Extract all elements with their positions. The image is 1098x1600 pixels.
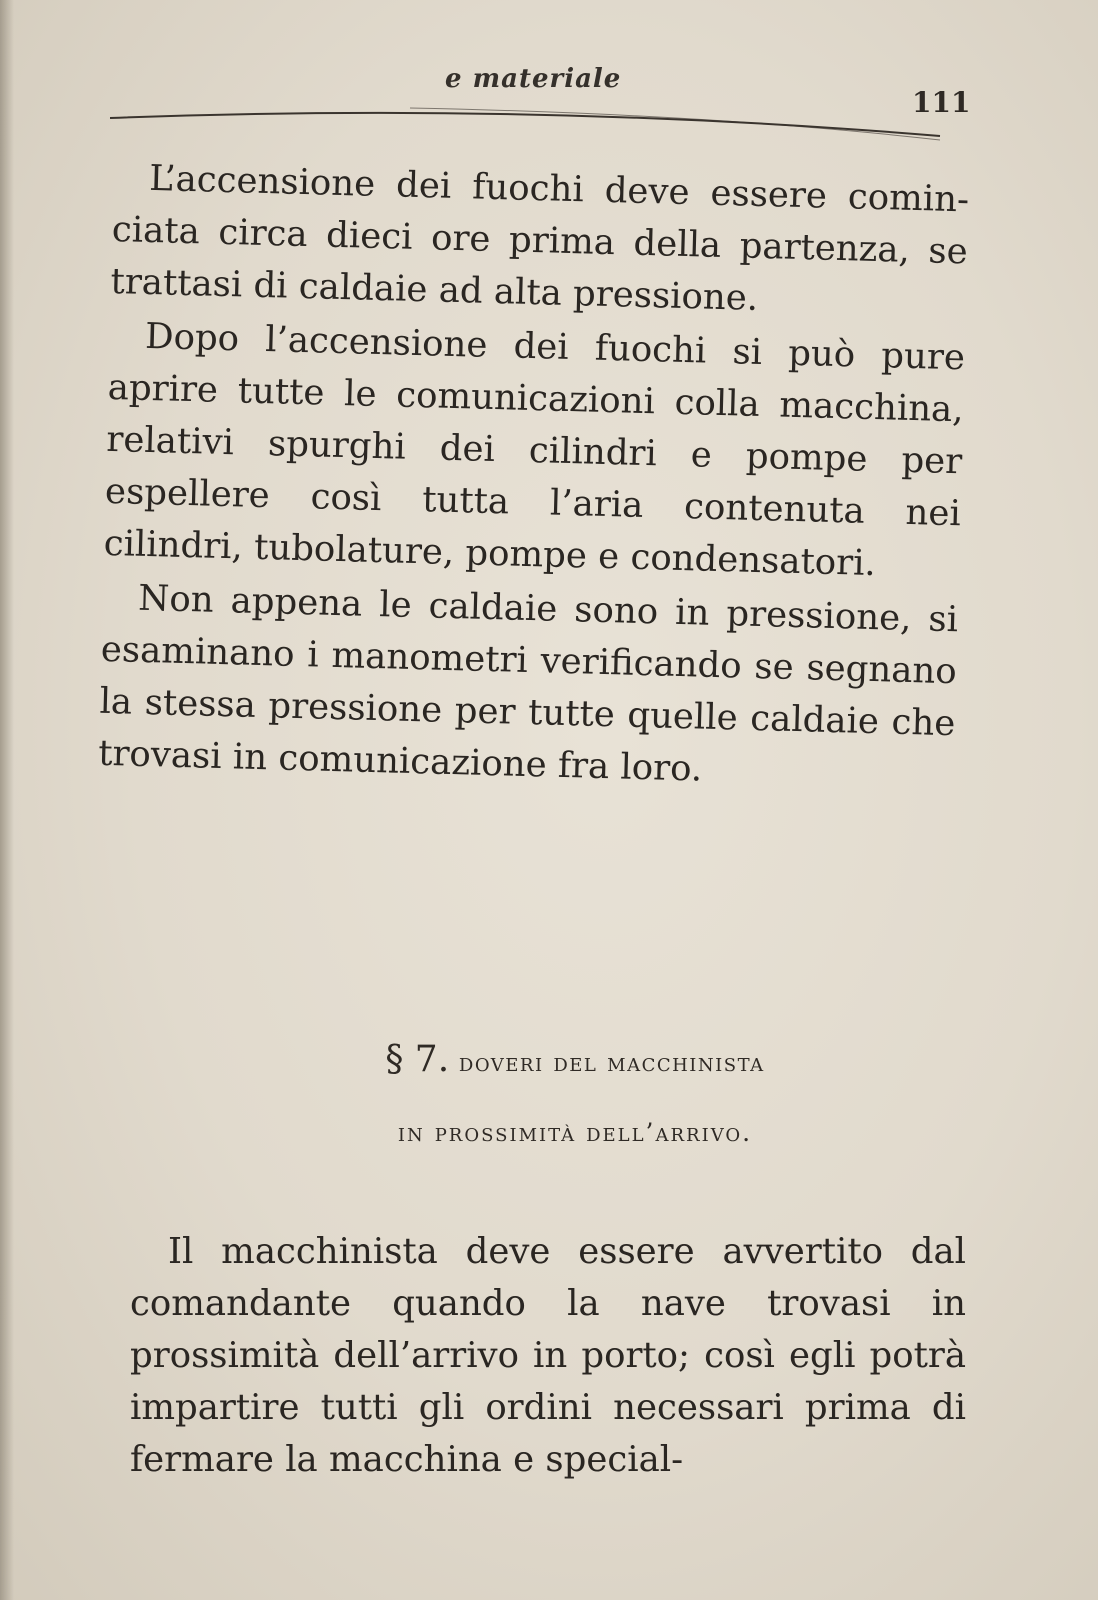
header-rule xyxy=(110,104,960,146)
section-number: § 7. xyxy=(385,1039,450,1080)
paragraph-communications: Dopo l’accensione dei fuochi si può pure aprire tutte le comunicazioni colla macchina, relativi spurghi dei cilindri e pompe per espellere così tutta l’aria contenuta nei cilindri, tubolature, pompe e condensatori. xyxy=(103,315,966,585)
body-text-top xyxy=(98,152,970,804)
body-text-bottom xyxy=(130,1226,966,1486)
section-title-line1: doveri del macchinista xyxy=(458,1048,765,1078)
paragraph-ignition: L’accensione dei fuochi deve essere cominciata circa dieci ore prima della partenza, se trattasi di caldaie ad alta pressione. xyxy=(110,157,970,319)
section-heading-line1 xyxy=(150,1036,1000,1087)
page-gutter-shadow xyxy=(0,0,14,1600)
section-title-line2: in prossimità dell’arrivo. xyxy=(397,1118,753,1147)
running-head: e materiale xyxy=(445,64,622,94)
paragraph-manometers: Non appena le caldaie sono in pressione, si esaminano i manometri verificando se segnano la stessa pressione per tutte quelle caldaie che trovasi in comunicazione fra loro. xyxy=(97,577,959,790)
paragraph-arrival: Il macchinista deve essere avvertito dal comandante quando la nave trovasi in prossimità dell’arrivo in porto; così egli potrà impartire tutti gli ordini necessari prima di fermare la macchina e special- xyxy=(130,1231,966,1480)
page-number: 111 xyxy=(912,86,971,119)
section-heading xyxy=(150,1036,1000,1151)
